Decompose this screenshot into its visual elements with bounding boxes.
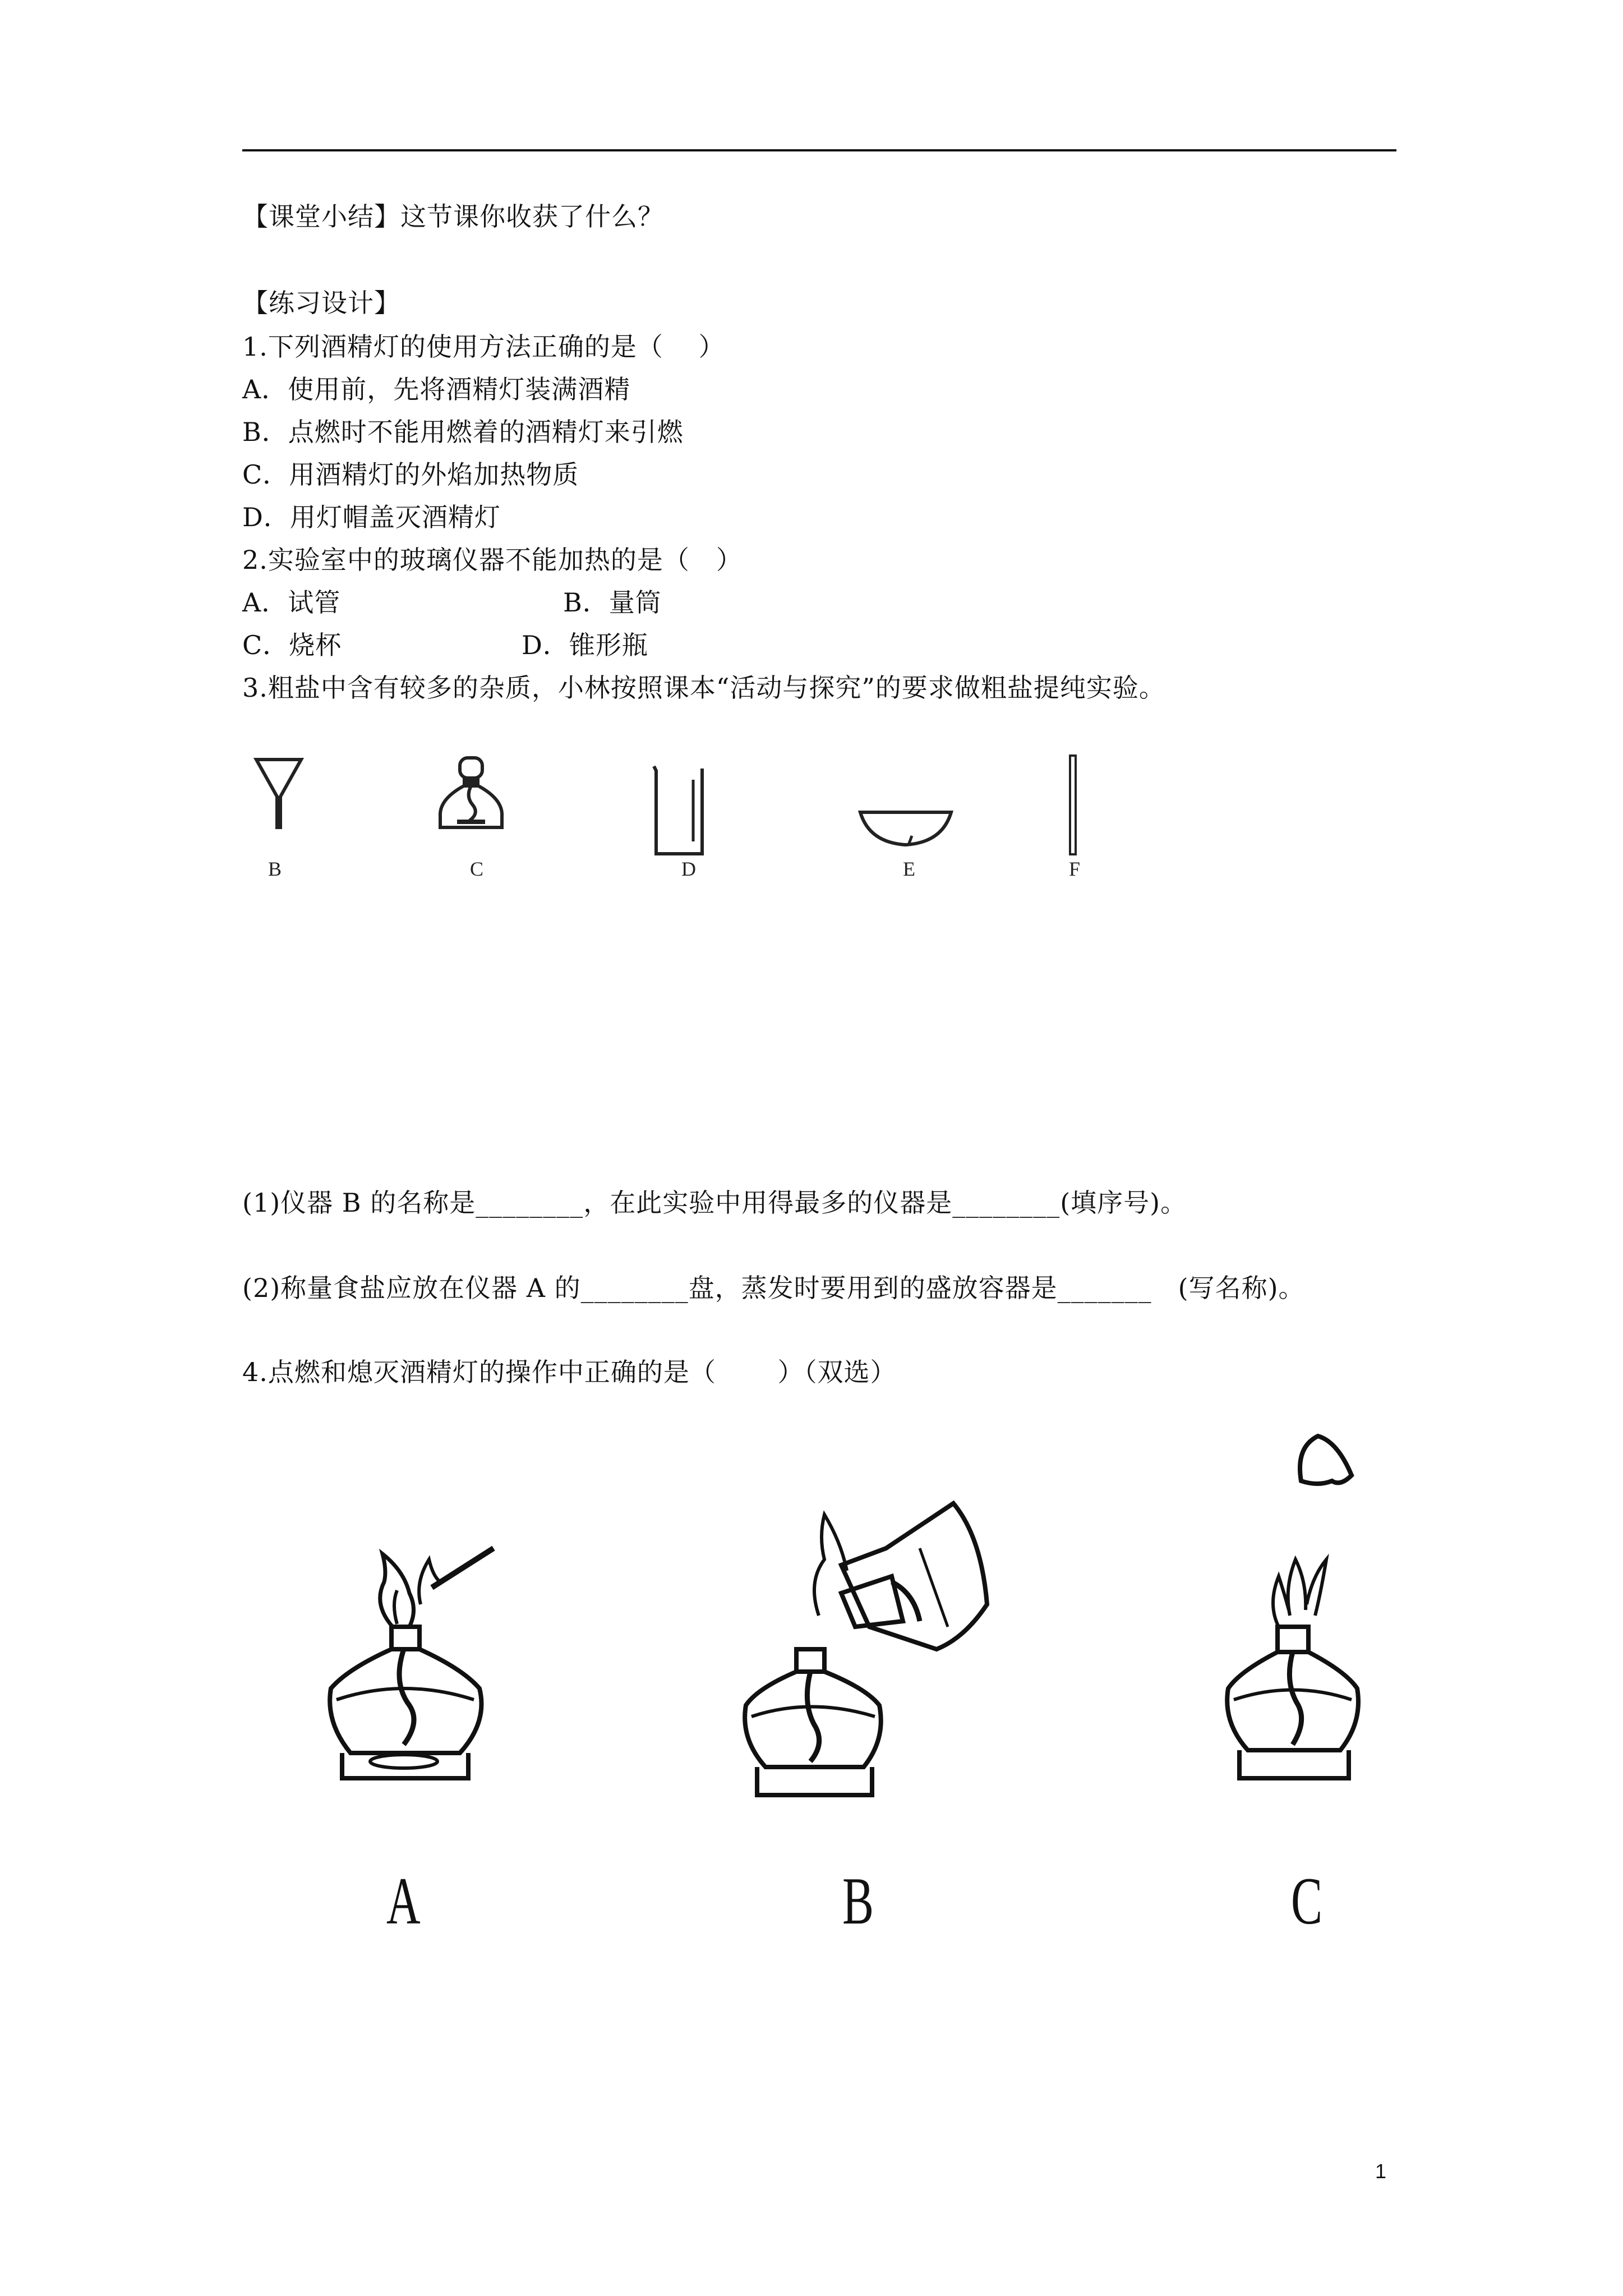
funnel-icon <box>253 757 304 830</box>
q2-stem: 2.实验室中的玻璃仪器不能加热的是（ ） <box>242 545 743 575</box>
q1-option-a: A．使用前，先将酒精灯装满酒精 <box>242 374 631 404</box>
q1-option-c: C．用酒精灯的外焰加热物质 <box>242 459 579 490</box>
apparatus-label-c: C <box>470 858 484 880</box>
lamp-extinguishing-with-cap-icon <box>1217 1425 1408 1829</box>
beaker-icon <box>651 763 707 858</box>
q2-option-a: A．试管 <box>242 587 341 618</box>
lamp-label-c: C <box>1291 1864 1323 1938</box>
q2-option-d: D．锥形瓶 <box>522 630 648 660</box>
exercise-heading: 【练习设计】 <box>242 288 400 318</box>
summary-heading: 【课堂小结】这节课你收获了什么？ <box>242 201 664 232</box>
apparatus-label-e: E <box>903 858 915 880</box>
q3-subquestion-2: (2)称量食盐应放在仪器 A 的________盘，蒸发时要用到的盛放容器是_______ (写名称)。 <box>242 1273 1305 1303</box>
q1-option-b: B．点燃时不能用燃着的酒精灯来引燃 <box>242 417 684 447</box>
q2-option-b: B．量筒 <box>563 587 662 618</box>
q1-stem: 1.下列酒精灯的使用方法正确的是（ ） <box>242 332 725 362</box>
evaporating-dish-icon <box>858 808 953 853</box>
q4-stem: 4.点燃和熄灭酒精灯的操作中正确的是（ ）（双选） <box>242 1357 897 1387</box>
q3-subquestion-1: (1)仪器 B 的名称是________，在此实验中用得最多的仪器是________(填序号)。 <box>242 1188 1187 1218</box>
lamp-lighting-with-match-icon <box>325 1537 505 1829</box>
q3-stem: 3.粗盐中含有较多的杂质，小林按照课本“活动与探究”的要求做粗盐提纯实验。 <box>242 673 1165 703</box>
apparatus-label-f: F <box>1069 858 1081 880</box>
apparatus-label-b: B <box>268 858 282 880</box>
apparatus-label-d: D <box>681 858 696 880</box>
alcohol-lamp-icon <box>435 754 508 833</box>
q2-option-c: C．烧杯 <box>242 630 342 660</box>
q1-option-d: D．用灯帽盖灭酒精灯 <box>242 502 501 532</box>
lamp-label-a: A <box>386 1864 421 1938</box>
lamp-lighting-with-another-lamp-icon <box>735 1481 1004 1829</box>
glass-rod-icon <box>1068 754 1079 855</box>
lamp-label-b: B <box>842 1864 874 1938</box>
header-rule <box>242 149 1396 151</box>
page-number: 1 <box>1375 2160 1387 2183</box>
